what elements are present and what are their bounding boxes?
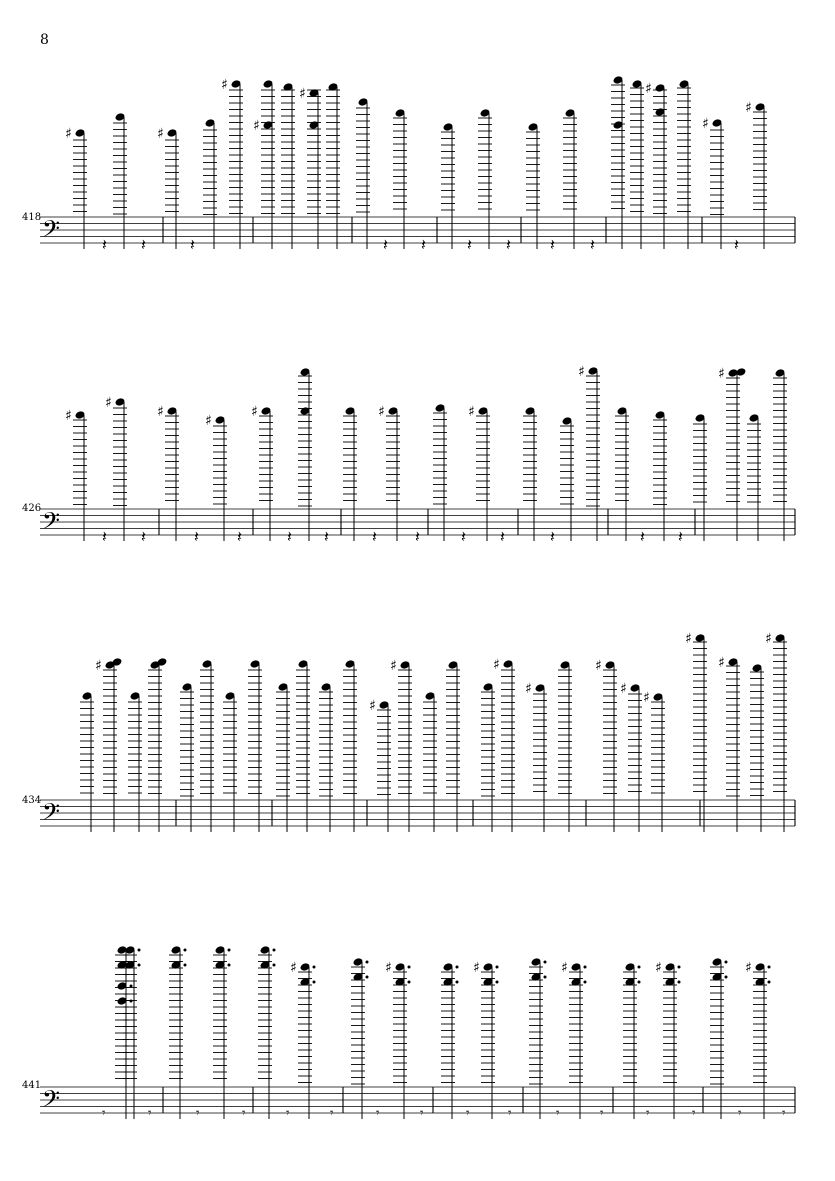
rest: 𝄾 [782, 1106, 786, 1121]
sharp-sign: ♯ [385, 960, 392, 976]
rest: 𝄾 [242, 1106, 246, 1121]
measure-number-441: 441 [22, 1080, 42, 1091]
rest: 𝄽 [461, 527, 466, 546]
rest: 𝄽 [102, 527, 107, 546]
augmentation-dot [725, 961, 728, 964]
augmentation-dot [313, 981, 316, 984]
rest: 𝄾 [196, 1106, 200, 1121]
rest: 𝄾 [466, 1106, 470, 1121]
rest: 𝄾 [646, 1106, 650, 1121]
rest: 𝄽 [190, 235, 195, 254]
sharp-sign: ♯ [702, 116, 709, 132]
rest: 𝄽 [141, 235, 146, 254]
sharp-sign: ♯ [645, 81, 652, 97]
rest: 𝄽 [734, 235, 739, 254]
augmentation-dot [228, 964, 231, 967]
augmentation-dot [768, 981, 771, 984]
sharp-sign: ♯ [561, 960, 568, 976]
sharp-sign: ♯ [765, 631, 772, 647]
sharp-sign: ♯ [620, 681, 627, 697]
measure-number-426: 426 [22, 503, 42, 514]
augmentation-dot [496, 981, 499, 984]
rest: 𝄾 [330, 1106, 334, 1121]
sharp-sign: ♯ [473, 960, 480, 976]
rest: 𝄽 [640, 527, 645, 546]
augmentation-dot [273, 949, 276, 952]
sharp-sign: ♯ [205, 413, 212, 429]
sharp-sign: ♯ [95, 658, 102, 674]
augmentation-dot [456, 981, 459, 984]
sharp-sign: ♯ [493, 657, 500, 673]
augmentation-dot [544, 961, 547, 964]
sharp-sign: ♯ [578, 364, 585, 380]
sharp-sign: ♯ [643, 690, 650, 706]
sharp-sign: ♯ [378, 404, 385, 420]
augmentation-dot [638, 981, 641, 984]
rest: 𝄾 [148, 1106, 152, 1121]
augmentation-dot [138, 964, 141, 967]
augmentation-dot [725, 976, 728, 979]
page-number: 8 [40, 32, 49, 48]
sharp-sign: ♯ [745, 100, 752, 116]
rest: 𝄽 [324, 527, 329, 546]
sharp-sign: ♯ [369, 698, 376, 714]
rest: 𝄽 [500, 527, 505, 546]
sharp-sign: ♯ [157, 126, 164, 142]
rest: 𝄽 [415, 527, 420, 546]
sharp-sign: ♯ [290, 960, 297, 976]
augmentation-dot [456, 966, 459, 969]
rest: 𝄽 [506, 235, 511, 254]
augmentation-dot [408, 981, 411, 984]
augmentation-dot [130, 1000, 133, 1003]
augmentation-dot [768, 966, 771, 969]
augmentation-dot [273, 964, 276, 967]
augmentation-dot [584, 966, 587, 969]
rest: 𝄽 [421, 235, 426, 254]
sharp-sign: ♯ [65, 408, 72, 424]
rest: 𝄽 [590, 235, 595, 254]
augmentation-dot [678, 981, 681, 984]
augmentation-dot [184, 949, 187, 952]
augmentation-dot [313, 966, 316, 969]
rest: 𝄾 [102, 1106, 106, 1121]
rest: 𝄾 [600, 1106, 604, 1121]
rest: 𝄾 [508, 1106, 512, 1121]
augmentation-dot [638, 966, 641, 969]
augmentation-dot [544, 976, 547, 979]
rest: 𝄽 [467, 235, 472, 254]
sharp-sign: ♯ [299, 86, 306, 102]
rest: 𝄽 [237, 527, 242, 546]
rest: 𝄽 [550, 235, 555, 254]
sharp-sign: ♯ [105, 395, 112, 411]
rest: 𝄽 [102, 235, 107, 254]
bass-clef: 𝄢 [42, 798, 61, 831]
sharp-sign: ♯ [251, 404, 258, 420]
augmentation-dot [496, 966, 499, 969]
sharp-sign: ♯ [221, 77, 228, 93]
rest: 𝄽 [141, 527, 146, 546]
rest: 𝄽 [194, 527, 199, 546]
sharp-sign: ♯ [718, 366, 725, 382]
bass-clef: 𝄢 [42, 507, 61, 540]
augmentation-dot [228, 949, 231, 952]
sharp-sign: ♯ [525, 681, 532, 697]
augmentation-dot [366, 976, 369, 979]
rest: 𝄽 [287, 527, 292, 546]
rest: 𝄽 [383, 235, 388, 254]
augmentation-dot [366, 961, 369, 964]
rest: 𝄾 [286, 1106, 290, 1121]
rest: 𝄽 [372, 527, 377, 546]
sharp-sign: ♯ [718, 655, 725, 671]
rest: 𝄽 [550, 527, 555, 546]
sharp-sign: ♯ [390, 658, 397, 674]
rest: 𝄾 [738, 1106, 742, 1121]
bass-clef: 𝄢 [42, 1085, 61, 1118]
measure-number-434: 434 [22, 795, 42, 806]
sharp-sign: ♯ [468, 404, 475, 420]
rest: 𝄾 [420, 1106, 424, 1121]
augmentation-dot [184, 964, 187, 967]
rest: 𝄽 [678, 527, 683, 546]
rest: 𝄾 [556, 1106, 560, 1121]
sharp-sign: ♯ [253, 118, 260, 134]
rest: 𝄾 [692, 1106, 696, 1121]
augmentation-dot [138, 949, 141, 952]
sharp-sign: ♯ [595, 658, 602, 674]
sharp-sign: ♯ [65, 126, 72, 142]
bass-clef: 𝄢 [42, 215, 61, 248]
augmentation-dot [678, 966, 681, 969]
augmentation-dot [584, 981, 587, 984]
augmentation-dot [408, 966, 411, 969]
sharp-sign: ♯ [745, 960, 752, 976]
sharp-sign: ♯ [685, 631, 692, 647]
sharp-sign: ♯ [655, 960, 662, 976]
rest: 𝄾 [376, 1106, 380, 1121]
measure-number-418: 418 [22, 212, 42, 223]
sharp-sign: ♯ [157, 404, 164, 420]
